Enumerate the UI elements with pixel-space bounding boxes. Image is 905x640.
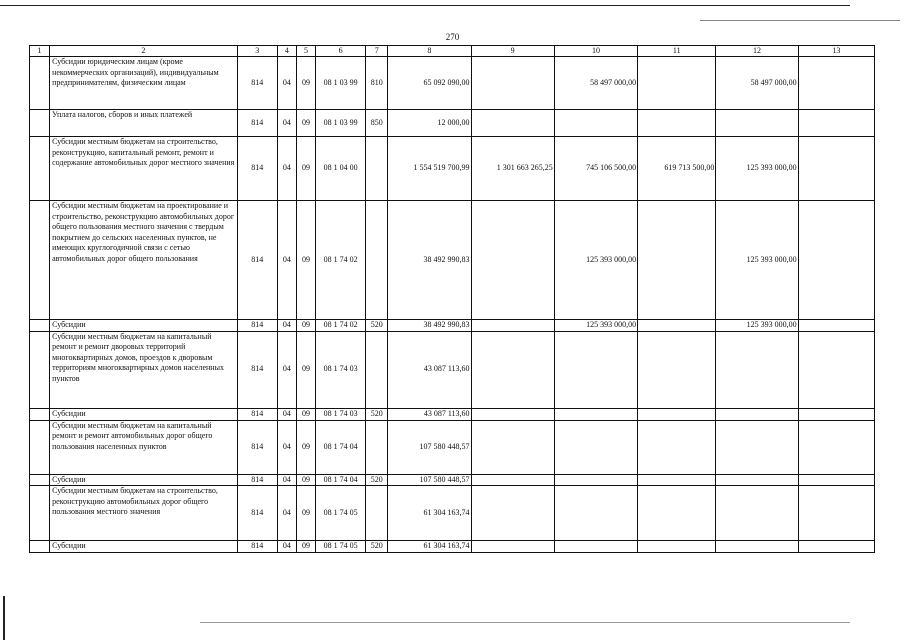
table-row [30,201,875,320]
cell-target-article: 08 1 74 05 [315,486,365,541]
cell-amount: 1 554 519 700,99 [388,137,471,201]
column-header: 9 [471,46,554,57]
table-row [30,420,875,474]
cell-amount: 38 492 990,83 [388,201,471,320]
table-row [30,137,875,201]
cell-amount [798,331,874,408]
cell-amount [716,541,798,553]
row-description: Субсидии юридическим лицам (кроме некоммерческих организаций), индивидуальным предпринимателям, физическим лицам [50,57,238,110]
cell-amount [716,420,798,474]
cell-expense-type: 520 [366,474,388,486]
cell-amount: 619 713 500,00 [638,137,716,201]
cell-amount [554,486,637,541]
cell-expense-type: 810 [366,57,388,110]
cell-amount [798,408,874,420]
cell-target-article: 08 1 74 04 [315,420,365,474]
cell-ministry-code: 814 [237,57,277,110]
cell-section: 04 [277,320,296,332]
cell-expense-type [366,137,388,201]
cell-amount [716,474,798,486]
cell-ministry-code: 814 [237,331,277,408]
cell-amount: 125 393 000,00 [716,201,798,320]
scan-edge-line [3,596,5,640]
cell-subsection: 09 [296,420,315,474]
row-description: Субсидии [50,474,238,486]
cell-amount [798,201,874,320]
row-description: Субсидии [50,541,238,553]
column-header: 4 [277,46,296,57]
scan-edge-line [700,20,900,21]
cell-amount [471,57,554,110]
cell-amount: 58 497 000,00 [554,57,637,110]
row-description: Субсидии местным бюджетам на капитальный ремонт и ремонт автомобильных дорог общего пользования населенных пунктов [50,420,238,474]
cell-amount: 125 393 000,00 [554,320,637,332]
cell-ministry-code: 814 [237,408,277,420]
cell-section: 04 [277,201,296,320]
cell-amount [638,201,716,320]
cell-amount [798,110,874,137]
cell-amount [638,320,716,332]
table-row [30,320,875,332]
table-row [30,541,875,553]
cell-subsection: 09 [296,541,315,553]
scan-edge-line [0,5,850,6]
cell-subsection: 09 [296,320,315,332]
column-header: 1 [30,46,50,57]
cell-ministry-code: 814 [237,320,277,332]
cell-ministry-code: 814 [237,201,277,320]
budget-table [29,45,875,553]
cell-amount [716,110,798,137]
cell-amount [471,420,554,474]
cell-amount: 745 106 500,00 [554,137,637,201]
cell-amount [638,331,716,408]
cell-section: 04 [277,420,296,474]
cell-section: 04 [277,110,296,137]
column-header: 7 [366,46,388,57]
cell-target-article: 08 1 03 99 [315,110,365,137]
cell-ministry-code: 814 [237,137,277,201]
column-header: 5 [296,46,315,57]
table-row [30,486,875,541]
cell-expense-type: 520 [366,541,388,553]
cell-amount [638,474,716,486]
cell-amount: 61 304 163,74 [388,486,471,541]
cell-amount [798,320,874,332]
column-header: 8 [388,46,471,57]
cell-amount [471,320,554,332]
column-header: 12 [716,46,798,57]
row-description: Субсидии [50,408,238,420]
cell-amount: 107 580 448,57 [388,420,471,474]
cell-amount: 43 087 113,60 [388,408,471,420]
cell-section: 04 [277,486,296,541]
cell-section: 04 [277,408,296,420]
cell-amount [554,474,637,486]
cell-amount [638,408,716,420]
cell-amount [638,57,716,110]
cell-amount: 58 497 000,00 [716,57,798,110]
cell-subsection: 09 [296,57,315,110]
cell-expense-type [366,486,388,541]
cell-target-article: 08 1 74 02 [315,201,365,320]
cell-ministry-code: 814 [237,541,277,553]
cell-amount [638,486,716,541]
page-number: 270 [445,32,460,42]
table-header-row [30,46,875,57]
cell-ministry-code: 814 [237,474,277,486]
cell-amount: 125 393 000,00 [716,320,798,332]
cell-amount [471,201,554,320]
cell-amount [798,137,874,201]
cell-amount [554,331,637,408]
cell-subsection: 09 [296,110,315,137]
row-description: Субсидии местным бюджетам на строительство, реконструкцию, капитальный ремонт, ремонт и содержание автомобильных дорог местного значения [50,137,238,201]
row-description: Уплата налогов, сборов и иных платежей [50,110,238,137]
column-header: 13 [798,46,874,57]
cell-target-article: 08 1 74 05 [315,541,365,553]
cell-amount [716,486,798,541]
cell-target-article: 08 1 03 99 [315,57,365,110]
cell-amount: 125 393 000,00 [554,201,637,320]
cell-amount [798,486,874,541]
cell-expense-type: 850 [366,110,388,137]
cell-amount: 1 301 663 265,25 [471,137,554,201]
column-header: 10 [554,46,637,57]
cell-amount: 38 492 990,83 [388,320,471,332]
cell-expense-type: 520 [366,408,388,420]
row-description: Субсидии местным бюджетам на строительство, реконструкцию автомобильных дорог общего пользования местного значения [50,486,238,541]
cell-amount [471,541,554,553]
cell-subsection: 09 [296,201,315,320]
cell-amount [798,57,874,110]
cell-subsection: 09 [296,331,315,408]
cell-amount: 43 087 113,60 [388,331,471,408]
row-description: Субсидии местным бюджетам на проектирование и строительство, реконструкцию автомобильных дорог общего пользования местного значения с твердым покрытием до сельских населенных пунктов, не имеющих круглогодичной связи с сетью автомобильных дорог общего пользования [50,201,238,320]
cell-amount [471,486,554,541]
table-row [30,110,875,137]
cell-amount [554,110,637,137]
cell-amount [554,420,637,474]
scan-edge-line [200,622,850,623]
cell-section: 04 [277,331,296,408]
cell-amount [638,541,716,553]
table-row [30,408,875,420]
cell-amount [471,408,554,420]
cell-amount [716,331,798,408]
cell-expense-type [366,201,388,320]
row-description: Субсидии местным бюджетам на капитальный ремонт и ремонт дворовых территорий многоквартирных домов, проездов к дворовым территориям многоквартирных домов населенных пунктов [50,331,238,408]
cell-amount [638,110,716,137]
cell-ministry-code: 814 [237,420,277,474]
column-header: 3 [237,46,277,57]
cell-amount: 107 580 448,57 [388,474,471,486]
cell-subsection: 09 [296,474,315,486]
cell-amount [716,408,798,420]
cell-ministry-code: 814 [237,486,277,541]
cell-amount [638,420,716,474]
cell-subsection: 09 [296,408,315,420]
cell-target-article: 08 1 74 03 [315,408,365,420]
cell-target-article: 08 1 04 00 [315,137,365,201]
column-header: 11 [638,46,716,57]
row-description: Субсидии [50,320,238,332]
cell-amount [554,541,637,553]
cell-ministry-code: 814 [237,110,277,137]
cell-target-article: 08 1 74 03 [315,331,365,408]
cell-amount [798,474,874,486]
table-row [30,474,875,486]
cell-target-article: 08 1 74 04 [315,474,365,486]
cell-amount [798,420,874,474]
cell-subsection: 09 [296,137,315,201]
cell-amount: 125 393 000,00 [716,137,798,201]
cell-expense-type [366,420,388,474]
cell-section: 04 [277,137,296,201]
cell-amount [471,474,554,486]
table-row [30,57,875,110]
table-row [30,331,875,408]
cell-section: 04 [277,474,296,486]
column-header: 6 [315,46,365,57]
cell-expense-type: 520 [366,320,388,332]
cell-amount: 65 092 090,00 [388,57,471,110]
cell-section: 04 [277,541,296,553]
cell-section: 04 [277,57,296,110]
cell-amount [471,110,554,137]
cell-amount: 12 000,00 [388,110,471,137]
cell-amount [554,408,637,420]
cell-expense-type [366,331,388,408]
cell-amount [471,331,554,408]
cell-subsection: 09 [296,486,315,541]
column-header: 2 [50,46,238,57]
cell-target-article: 08 1 74 02 [315,320,365,332]
cell-amount [798,541,874,553]
cell-amount: 61 304 163,74 [388,541,471,553]
